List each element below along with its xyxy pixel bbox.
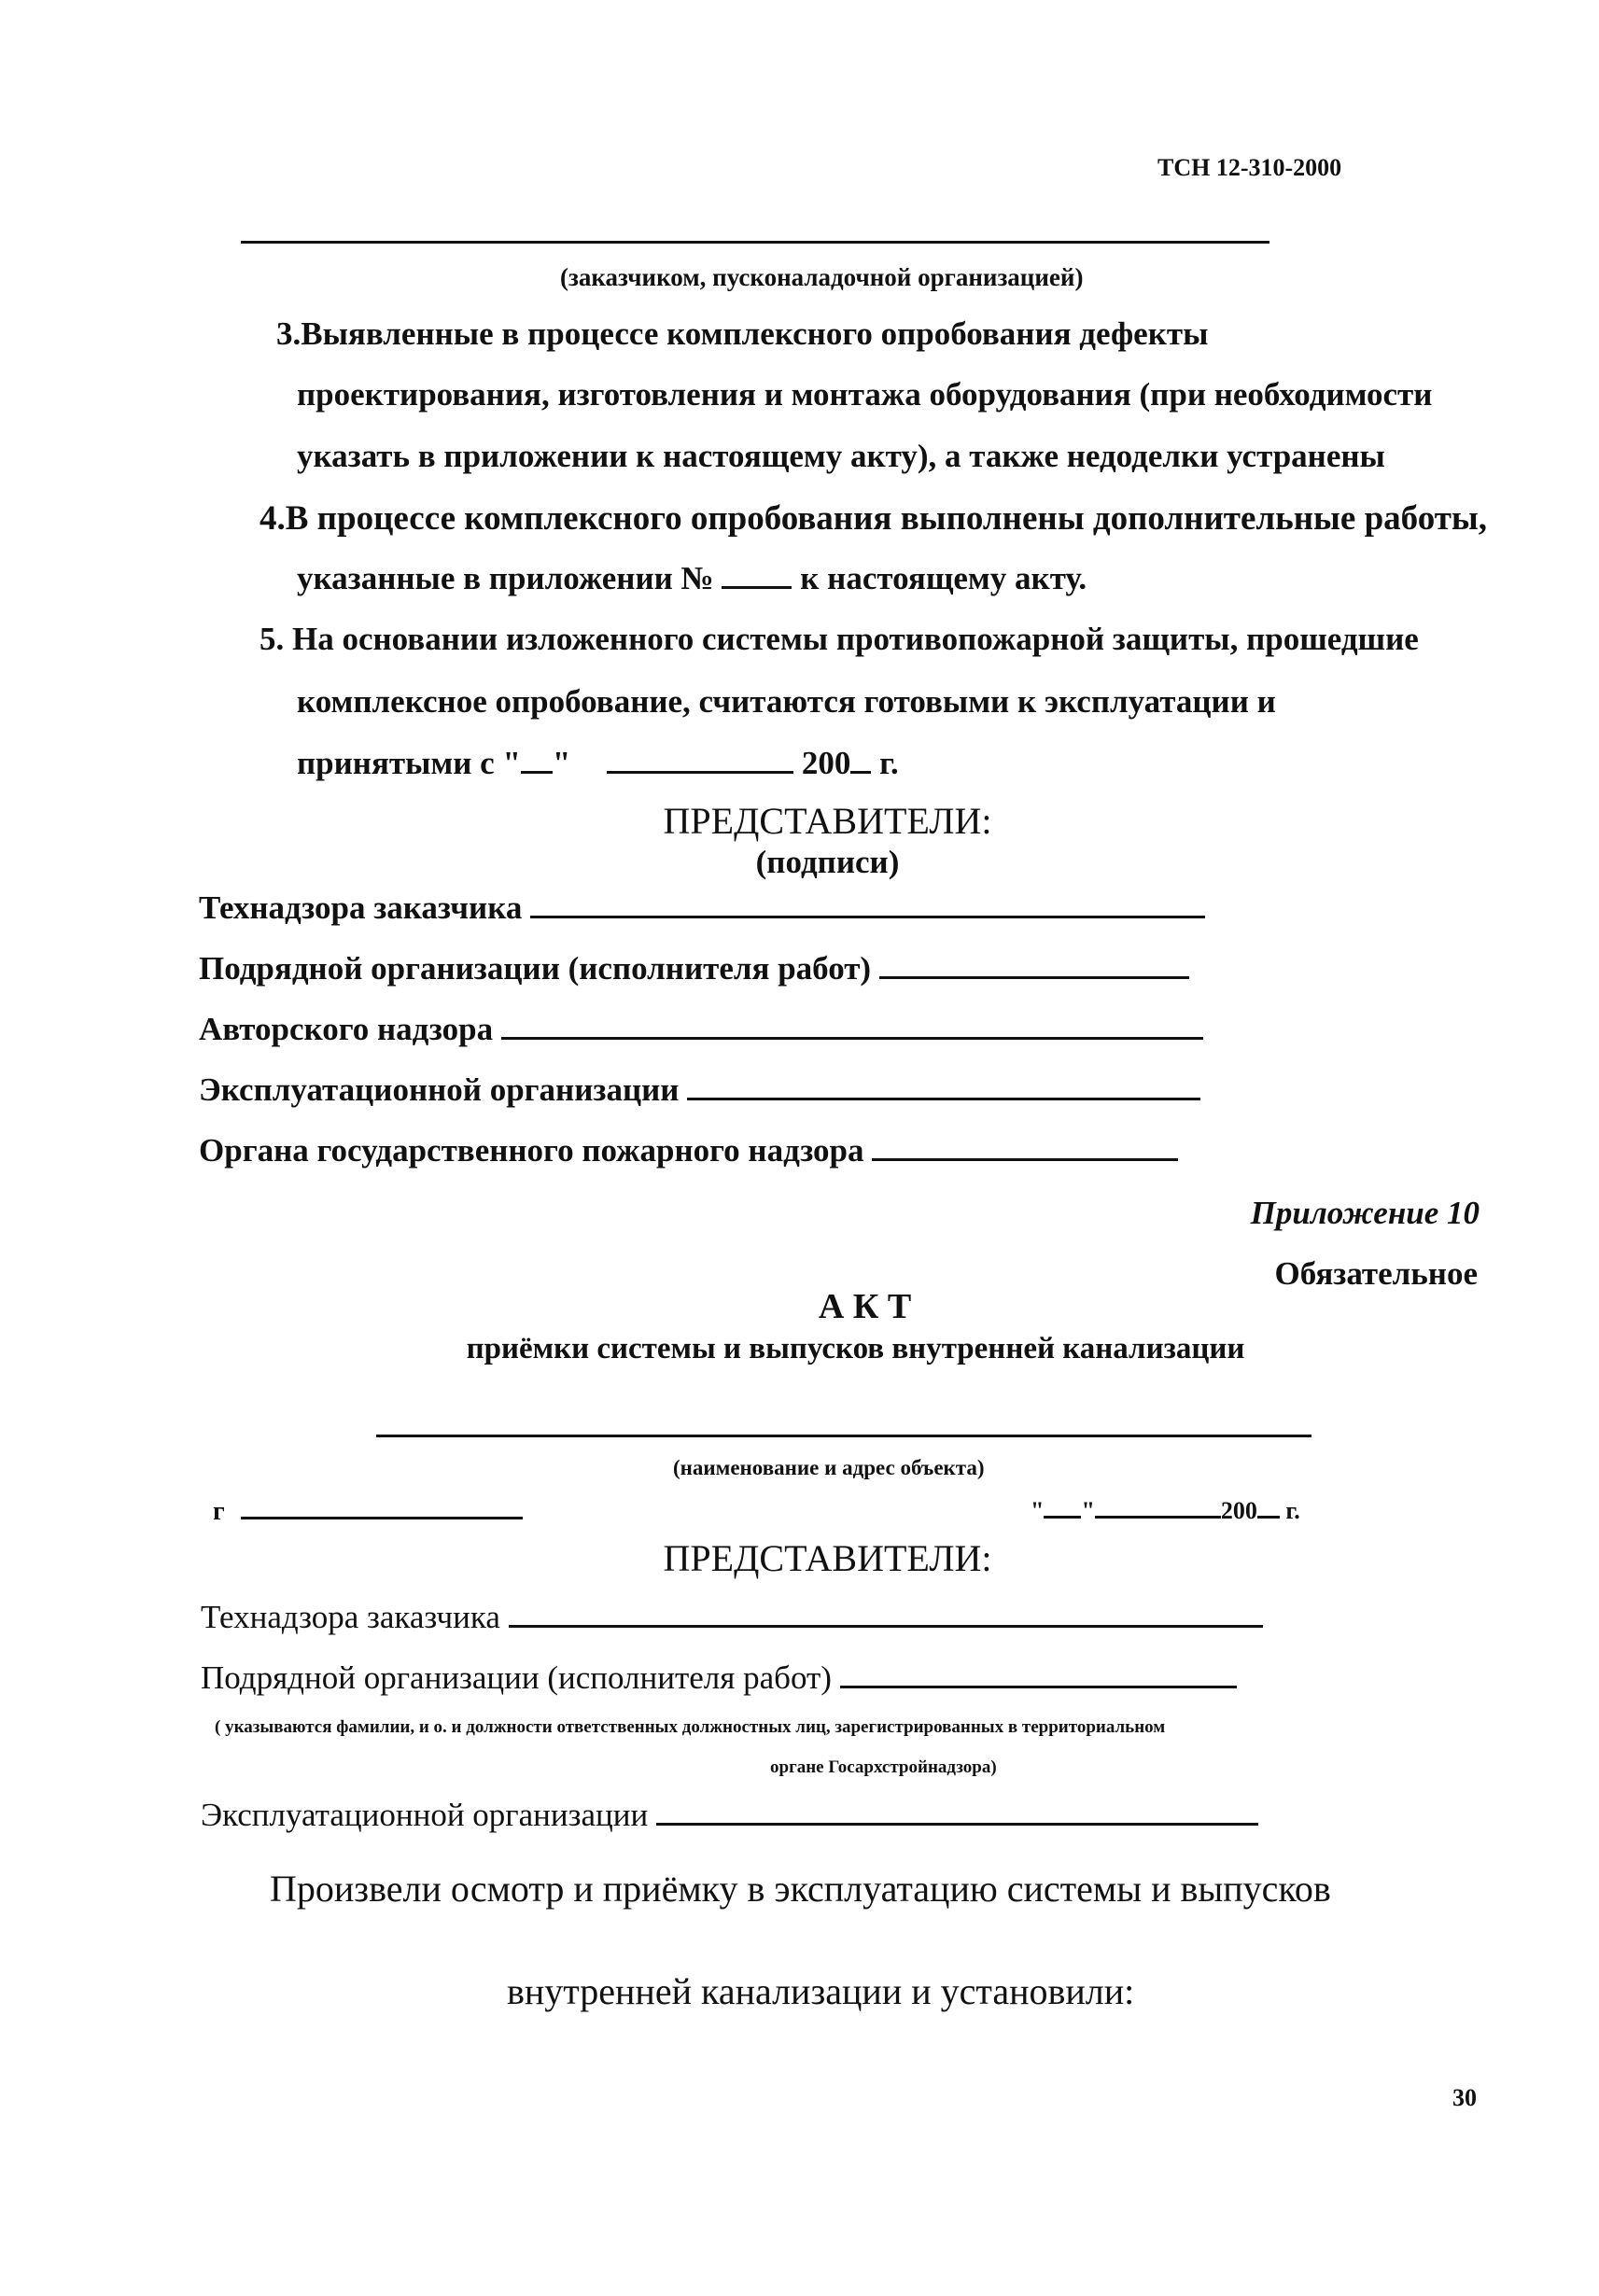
- act-closing-line-2: внутренней канализации и установили:: [507, 1970, 1135, 2012]
- accepted-year-blank[interactable]: [850, 770, 871, 774]
- act-label-contractor: Подрядной организации (исполнителя работ): [201, 1659, 832, 1696]
- act-note-line-2: органе Госархстройнадзора): [770, 1757, 997, 1777]
- act-line-customer[interactable]: [509, 1624, 1263, 1628]
- act-title: А К Т: [818, 1287, 912, 1326]
- appendix-status: Обязательное: [1274, 1255, 1478, 1292]
- signature-line-fire[interactable]: [872, 1157, 1178, 1161]
- signature-label-author: Авторского надзора: [199, 1011, 494, 1047]
- act-line-contractor[interactable]: [840, 1685, 1237, 1688]
- object-caption: (наименование и адрес объекта): [673, 1456, 985, 1479]
- item-3-line-3: указать в приложении к настоящему акту), а также недоделки устранены: [297, 438, 1385, 474]
- act-subtitle: приёмки системы и выпусков внутренней канализации: [466, 1332, 1245, 1365]
- signature-row-contractor: [199, 950, 1189, 987]
- page-number: 30: [1452, 2084, 1477, 2111]
- organization-line: [241, 241, 1269, 244]
- signature-row-customer: [199, 889, 1205, 927]
- act-representatives-heading: ПРЕДСТАВИТЕЛИ:: [663, 1537, 992, 1579]
- appendix-label: Приложение 10: [1250, 1195, 1480, 1231]
- item-3-line-2: проектирования, изготовления и монтажа оборудования (при необходимости: [297, 376, 1433, 413]
- act-note-line-1: ( указываются фамилии, и о. и должности ответственных должностных лиц, зарегистрированных в территориальном: [215, 1717, 1166, 1737]
- item-3-line-1: 3.Выявленные в процессе комплексного опробования дефекты: [276, 315, 1209, 352]
- act-row-customer: [201, 1599, 1263, 1636]
- act-date-suffix: г.: [1279, 1497, 1300, 1524]
- act-label-customer: Технадзора заказчика: [201, 1599, 500, 1635]
- act-date-open-quote: ": [1031, 1497, 1045, 1524]
- organization-caption: (заказчиком, пусконаладочной организацией): [560, 263, 1084, 291]
- object-line: [376, 1435, 1311, 1437]
- item-5-line-1: 5. На основании изложенного системы противопожарной защиты, прошедшие: [259, 621, 1419, 657]
- city-blank[interactable]: [241, 1516, 523, 1519]
- signature-row-fire: [199, 1132, 1178, 1169]
- act-label-operation: Эксплуатационной организации: [201, 1797, 649, 1833]
- item-4-line-2: [297, 560, 1087, 597]
- city-field: [213, 1497, 523, 1527]
- document-code: ТСН 12-310-2000: [1157, 154, 1342, 181]
- accepted-year-suffix: г.: [871, 745, 899, 781]
- accepted-month-blank[interactable]: [607, 770, 793, 774]
- signature-row-author: [199, 1011, 1203, 1048]
- item-4-appendix-suffix: к настоящему акту.: [800, 560, 1087, 596]
- act-year-blank[interactable]: [1257, 1515, 1280, 1519]
- item-5-line-2: комплексное опробование, считаются готовыми к эксплуатации и: [297, 683, 1276, 720]
- act-month-blank[interactable]: [1095, 1515, 1221, 1519]
- act-row-operation: [201, 1797, 1258, 1834]
- accepted-day-close-quote: ": [552, 745, 571, 781]
- item-4-appendix-label: указанные в приложении №: [297, 560, 714, 596]
- signature-label-customer: Технадзора заказчика: [199, 889, 523, 926]
- act-line-operation[interactable]: [656, 1822, 1258, 1826]
- accepted-from-label: принятыми с ": [297, 745, 521, 781]
- item-4-line-1: 4.В процессе комплексного опробования выполнены дополнительные работы,: [259, 499, 1488, 538]
- signature-row-operation: [199, 1071, 1200, 1109]
- act-closing-line-1: Произвели осмотр и приёмку в эксплуатацию системы и выпусков: [270, 1868, 1331, 1910]
- signature-line-author[interactable]: [501, 1036, 1203, 1040]
- signature-label-contractor: Подрядной организации (исполнителя работ): [199, 950, 872, 987]
- accepted-year-prefix: 200: [801, 745, 851, 781]
- act-year-prefix: 200: [1220, 1497, 1257, 1524]
- act-row-contractor: [201, 1659, 1237, 1697]
- signature-line-contractor[interactable]: [879, 975, 1189, 979]
- act-date-close-quote: ": [1081, 1497, 1095, 1524]
- act-day-blank[interactable]: [1044, 1515, 1081, 1519]
- appendix-number-blank[interactable]: [722, 585, 792, 589]
- representatives-heading: ПРЕДСТАВИТЕЛИ:: [663, 800, 992, 842]
- city-prefix: г: [213, 1497, 225, 1526]
- act-date-field: [1031, 1497, 1300, 1525]
- signature-line-operation[interactable]: [687, 1097, 1200, 1100]
- signature-line-customer[interactable]: [530, 915, 1205, 918]
- accepted-day-blank[interactable]: [521, 770, 553, 774]
- signatures-subheading: (подписи): [755, 844, 900, 880]
- signature-label-operation: Эксплуатационной организации: [199, 1071, 680, 1108]
- signature-label-fire: Органа государственного пожарного надзора: [199, 1132, 864, 1169]
- item-5-line-3: [297, 745, 899, 782]
